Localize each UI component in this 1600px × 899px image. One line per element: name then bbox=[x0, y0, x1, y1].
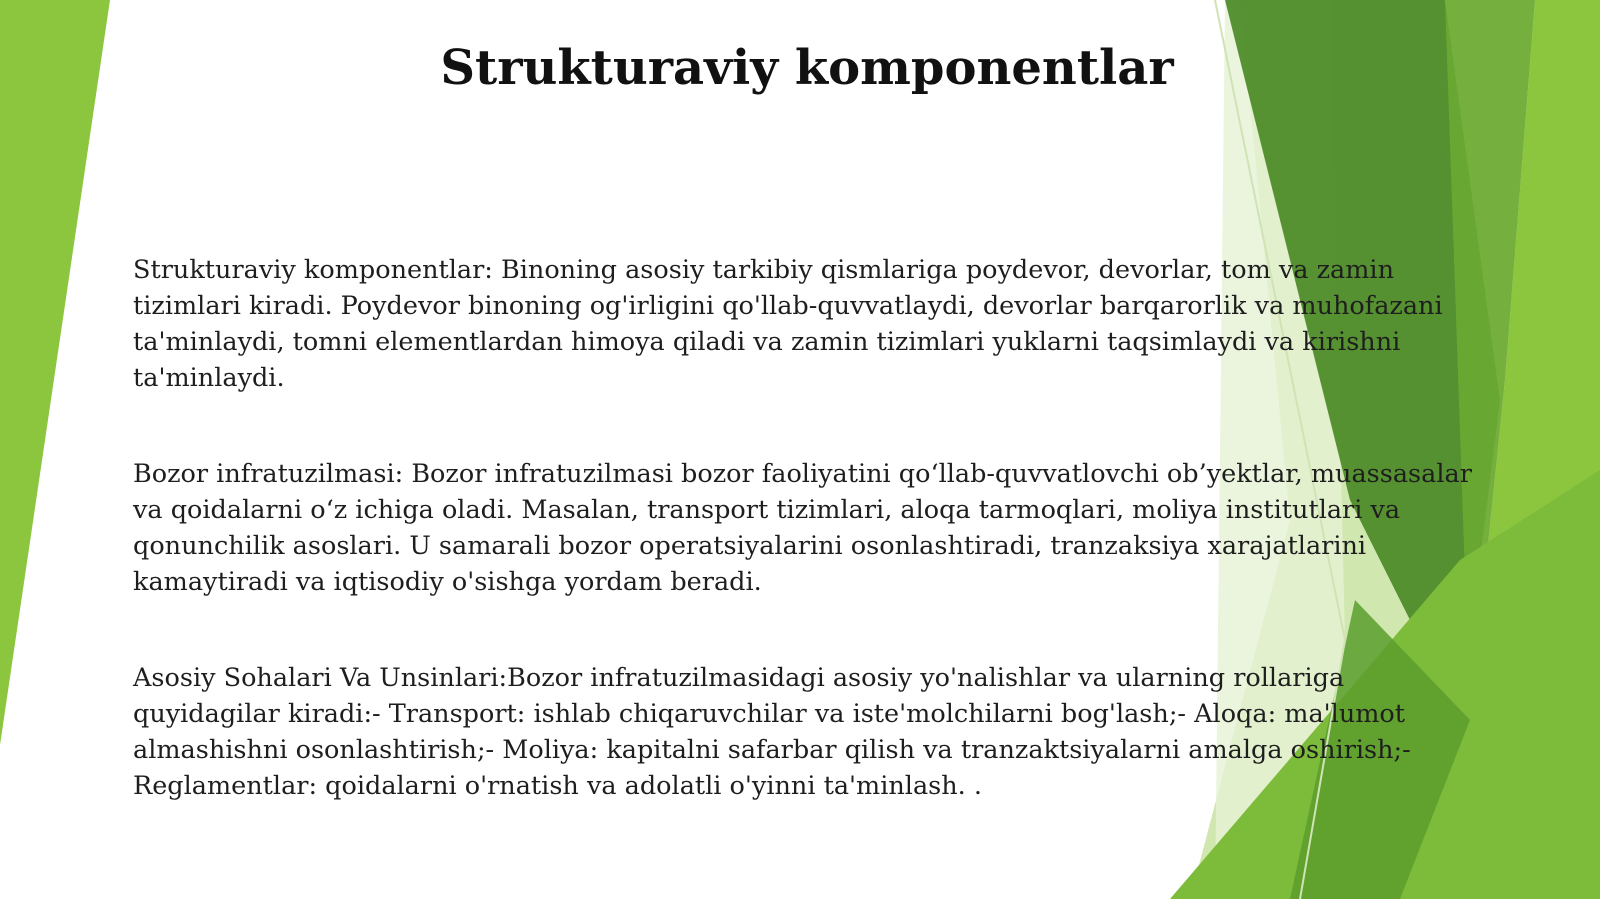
slide-body bbox=[133, 252, 1493, 804]
paragraph-market-infrastructure: Bozor infratuzilmasi: Bozor infratuzilmasi bozor faoliyatini qo‘llab-quvvatlovchi ob’yektlar, muassasalar va qoidalarni o‘z ichiga oladi. Masalan, transport tizimlari, aloqa tarmoqlari, moliya institutlari va qonunchilik asoslari. U samarali bozor operatsiyalarini osonlashtiradi, tranzaksiya xarajatlarini kamaytiradi va iqtisodiy o'sishga yordam beradi. bbox=[133, 459, 1472, 597]
left-green-wedge bbox=[0, 0, 110, 745]
slide-title: Strukturaviy komponentlar bbox=[440, 40, 1174, 96]
paragraph-structural-components: Strukturaviy komponentlar: Binoning asosiy tarkibiy qismlariga poydevor, devorlar, tom va zamin tizimlari kiradi. Poydevor binoning og'irligini qo'llab-quvvatlaydi, devorlar barqarorlik va muhofazani ta'minlaydi, tomni elementlardan himoya qiladi va zamin tizimlari yuklarni taqsimlaydi va kirishni ta'minlaydi. bbox=[133, 255, 1443, 393]
paragraph-main-areas: Asosiy Sohalari Va Unsinlari:Bozor infratuzilmasidagi asosiy yo'nalishlar va ularning rollariga quyidagilar kiradi:- Transport: ishlab chiqaruvchilar va iste'molchilarni bog'lash;- Aloqa: ma'lumot almashishni osonlashtirish;- Moliya: kapitalni safarbar qilish va tranzaktsiyalarni amalga oshirish;- Reglamentlar: qoidalarni o'rnatish va adolatli o'yinni ta'minlash. . bbox=[133, 663, 1411, 801]
